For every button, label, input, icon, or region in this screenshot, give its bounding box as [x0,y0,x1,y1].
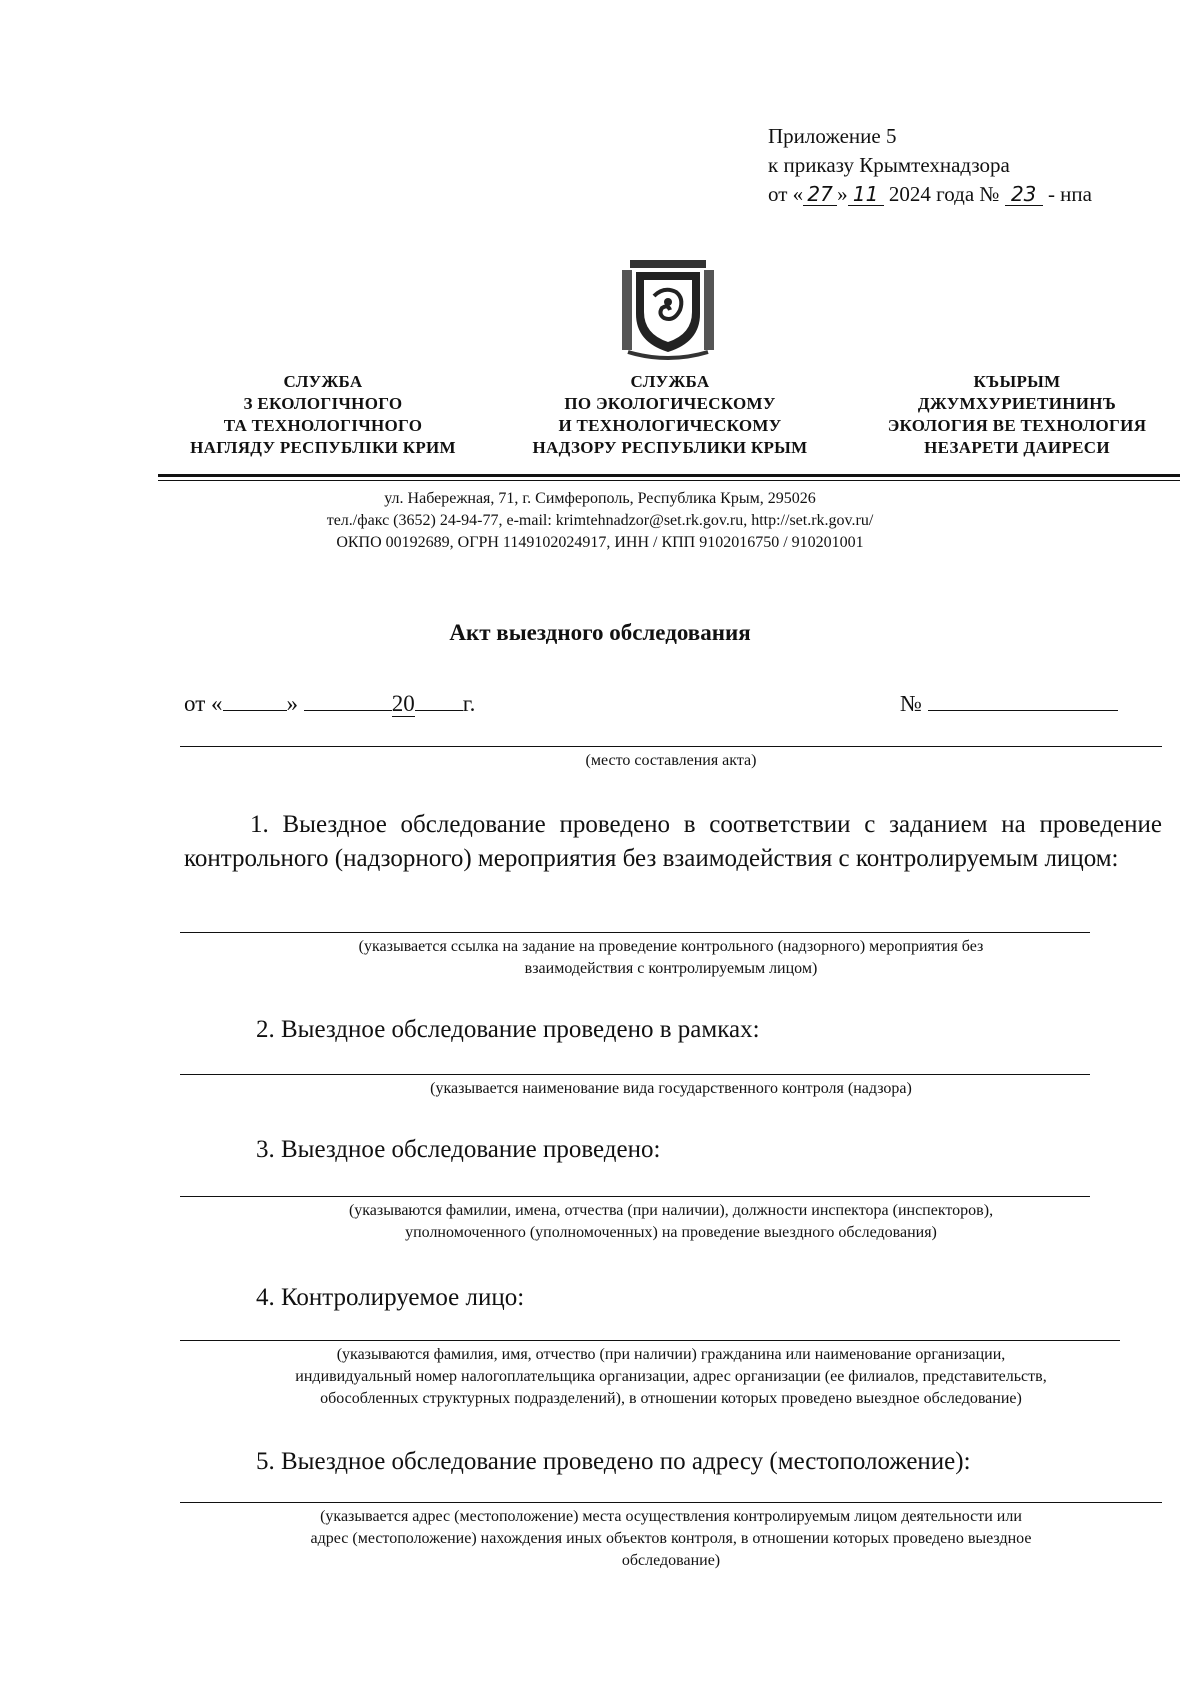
item-4-hint: (указываются фамилия, имя, отчество (при наличии) гражданина или наименование организации, индивидуальный номер налогоплательщика организации, адрес организации (ее филиалов, представительств, обособленных структурных подразделений), в отношении которых проведено выездное обследование) [295,1346,1047,1407]
contact-ids: ОКПО 00192689, ОГРН 1149102024917, ИНН / КПП 9102016750 / 910201001 [336,534,864,551]
header-rule-thick [158,474,1180,477]
item-1-hint: (указывается ссылка на задание на проведение контрольного (надзорного) мероприятия без взаимодействия с контролируемым лицом) [358,938,984,977]
contact-phone: тел./факс (3652) 24-94-77, e-mail: krimtehnadzor@set.rk.gov.ru, http://set.rk.gov.ru/ [326,512,874,529]
item-3-hint: (указываются фамилии, имена, отчества (при наличии), должности инспектора (инспекторов), уполномоченного (уполномоченных) на проведение выездного обследования) [348,1202,994,1241]
item-4-field[interactable] [180,1340,1120,1341]
crimea-coat-of-arms-icon [614,256,722,364]
contact-block [0,488,1200,554]
act-number-field[interactable] [928,686,1118,711]
appendix-date-line: от « 27 » 11 2024 года № 23 - нпа [768,182,1092,206]
act-date-line: от « » 20 г. [184,686,475,717]
appendix-day: 27 [803,183,837,206]
appendix-title: Приложение 5 [768,124,897,148]
item-2-field[interactable] [180,1074,1090,1075]
item-3-field[interactable] [180,1196,1090,1197]
item-1-field[interactable] [180,932,1090,933]
item-1-text: 1. Выездное обследование проведено в соответствии с заданием на проведение контрольного (надзорного) мероприятия без взаимодействия с контролируемым лицом: [184,811,1162,872]
item-5-hint: (указывается адрес (местоположение) места осуществления контролируемым лицом деятельности или адрес (местоположение) нахождения иных объектов контроля, в отношении которых проведено выездное обследование) [310,1508,1032,1569]
header-rule-thin [158,480,1180,481]
act-number-line: № [900,686,1118,717]
appendix-block [768,122,1092,209]
contact-address: ул. Набережная, 71, г. Симферополь, Республика Крым, 295026 [384,490,816,507]
item-5-text: 5. Выездное обследование проведено по адресу (местоположение): [256,1448,971,1475]
item-2-hint: (указывается наименование вида государственного контроля (надзора) [430,1080,912,1097]
org-name-ukrainian: СЛУЖБА З ЕКОЛОГІЧНОГО ТА ТЕХНОЛОГІЧНОГО НАГЛЯДУ РЕСПУБЛІКИ КРИМ [190,372,456,457]
act-year-field[interactable] [415,686,463,711]
appendix-number: 23 [1005,183,1043,206]
item-5-field[interactable] [180,1502,1162,1503]
item-2-text: 2. Выездное обследование проведено в рамках: [256,1016,760,1043]
place-field[interactable] [180,746,1162,747]
org-name-crimean-tatar: КЪЫРЫМ ДЖУМХУРИЕТИНИНЪ ЭКОЛОГИЯ ВЕ ТЕХНОЛОГИЯ НЕЗАРЕТИ ДАИРЕСИ [887,372,1147,457]
act-day-field[interactable] [223,686,287,711]
item-4-text: 4. Контролируемое лицо: [256,1284,525,1311]
act-month-field[interactable] [304,686,392,711]
appendix-order: к приказу Крымтехнадзора [768,153,1010,177]
appendix-month: 11 [848,183,884,206]
place-hint: (место составления акта) [585,752,757,769]
item-3-text: 3. Выездное обследование проведено: [256,1136,661,1163]
act-title: Акт выездного обследования [449,620,751,645]
org-name-russian: СЛУЖБА ПО ЭКОЛОГИЧЕСКОМУ И ТЕХНОЛОГИЧЕСКОМУ НАДЗОРУ РЕСПУБЛИКИ КРЫМ [532,372,808,457]
